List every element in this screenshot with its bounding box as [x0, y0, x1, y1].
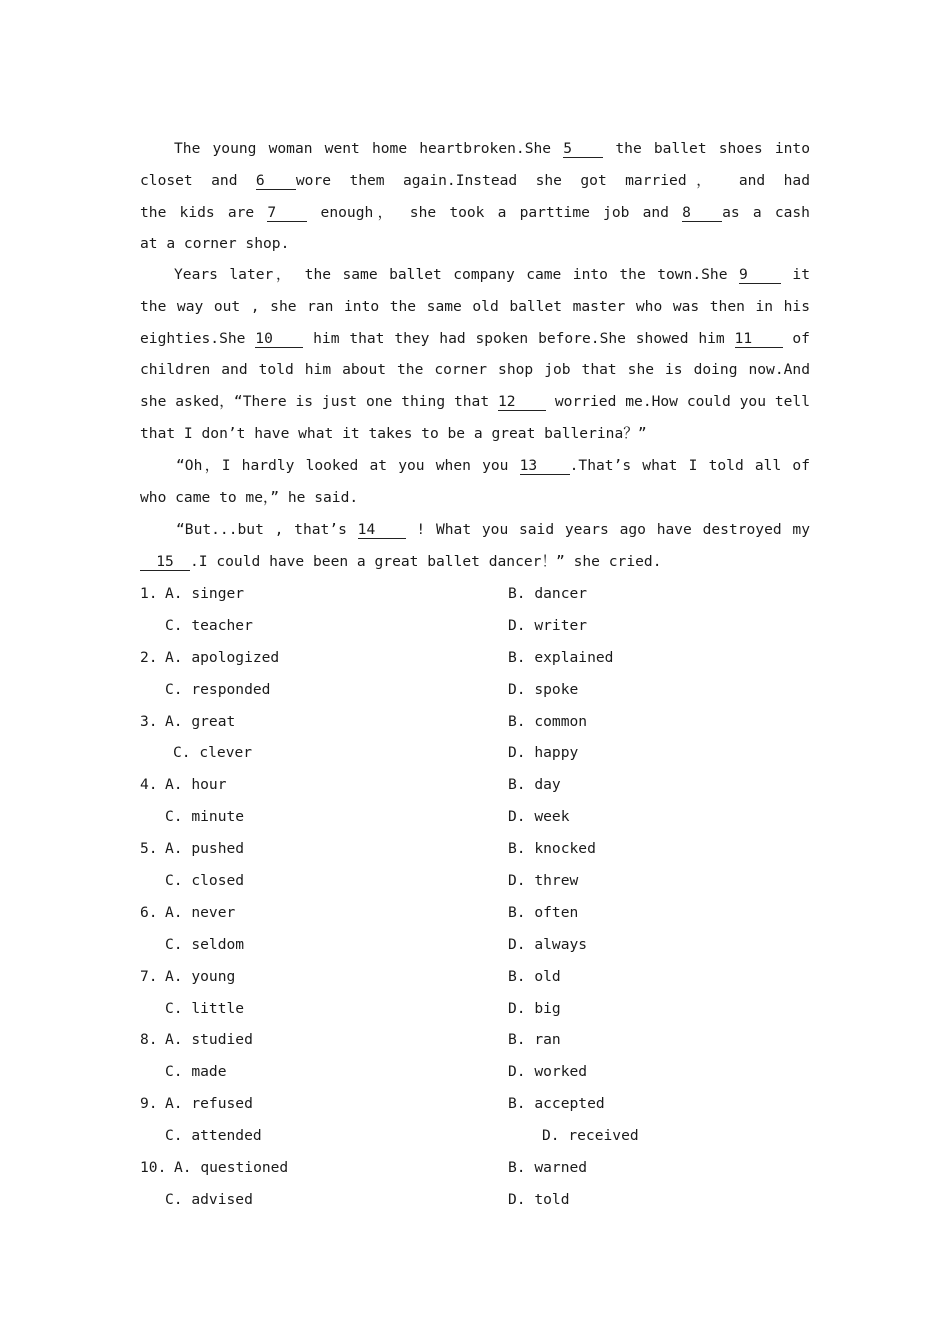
- question-number: 7.: [140, 967, 158, 985]
- passage-text: at a corner shop.: [140, 235, 290, 253]
- option-a: A. questioned: [174, 1159, 289, 1177]
- passage-line: [140, 482, 810, 514]
- option-row-cd: [140, 737, 820, 769]
- passage-paragraph-2: [140, 259, 810, 450]
- option-d: D. big: [508, 999, 561, 1017]
- option-b: B. day: [508, 776, 561, 794]
- option-row-ab: [140, 833, 820, 865]
- option-a: A. refused: [165, 1095, 253, 1113]
- question-options: [140, 578, 820, 1216]
- question-number: 3.: [140, 712, 158, 730]
- option-row-ab: [140, 1088, 820, 1120]
- option-c: C. advised: [165, 1190, 253, 1208]
- passage-text: the way out , she ran into the same old ballet master who was then in his: [140, 297, 810, 315]
- passage-text: him that they had spoken before.She showed him: [313, 329, 725, 347]
- option-row-cd: [140, 929, 820, 961]
- option-c: C. little: [165, 999, 245, 1017]
- question-number: 2.: [140, 648, 158, 666]
- passage-text: .That’s what I told all of: [569, 457, 810, 474]
- option-a: A. apologized: [165, 648, 280, 666]
- option-row-ab: [140, 578, 820, 610]
- option-d: D. told: [508, 1190, 570, 1208]
- question-number: 9.: [140, 1095, 158, 1113]
- option-row-cd: [140, 1120, 820, 1152]
- passage-text: who came to me，” he said.: [140, 488, 359, 506]
- question-number: 1.: [140, 585, 158, 602]
- option-row-ab: [140, 897, 820, 929]
- blank-8: 8: [682, 204, 722, 222]
- option-row-cd: [140, 610, 820, 642]
- blank-11: 11: [735, 330, 783, 348]
- passage-text: .I could have been a great ballet dancer！” she cried.: [190, 552, 662, 570]
- passage-line: [140, 386, 810, 418]
- passage-paragraph-3: [140, 450, 810, 514]
- blank-5: 5: [563, 140, 603, 158]
- option-row-ab: [140, 1152, 820, 1184]
- option-d: D. always: [508, 935, 588, 953]
- option-row-cd: [140, 865, 820, 897]
- option-row-cd: [140, 1184, 820, 1216]
- option-b: B. old: [508, 967, 561, 985]
- option-d: D. threw: [508, 872, 579, 890]
- option-d: D. writer: [508, 616, 588, 634]
- passage-line: [140, 259, 810, 291]
- option-a: A. great: [165, 712, 236, 730]
- question-number: 4.: [140, 776, 158, 794]
- option-row-cd: [140, 1056, 820, 1088]
- passage-line: [140, 323, 810, 355]
- passage-text: the kids are: [140, 203, 255, 221]
- option-b: B. often: [508, 903, 579, 921]
- option-row-ab: [140, 1024, 820, 1056]
- option-d: D. received: [542, 1127, 639, 1145]
- blank-13: 13: [520, 457, 570, 475]
- option-c: C. responded: [165, 680, 271, 698]
- option-a: A. young: [165, 967, 236, 985]
- option-row-ab: [140, 642, 820, 674]
- option-c: C. closed: [165, 872, 245, 890]
- option-c: C. minute: [165, 808, 245, 826]
- option-b: B. knocked: [508, 840, 596, 858]
- blank-14: 14: [358, 521, 406, 539]
- option-row-cd: [140, 993, 820, 1025]
- passage-line: [140, 197, 810, 229]
- option-row-ab: [140, 769, 820, 801]
- option-c: C. made: [165, 1063, 227, 1081]
- option-a: A. pushed: [165, 840, 245, 858]
- question-number: 5.: [140, 840, 158, 858]
- passage-line: [140, 228, 810, 260]
- option-a: A. singer: [165, 585, 245, 602]
- question-number: 10.: [140, 1159, 167, 1177]
- option-d: D. week: [508, 808, 570, 826]
- passage-text: “Oh，I hardly looked at you when you: [176, 457, 509, 474]
- option-a: A. never: [165, 903, 236, 921]
- passage-line: [140, 354, 810, 386]
- passage-line: [140, 514, 810, 546]
- passage-text: enough， she took a parttime job and: [320, 203, 669, 221]
- passage-line: [140, 165, 810, 197]
- option-d: D. spoke: [508, 680, 579, 698]
- passage-paragraph-1: [140, 133, 810, 260]
- passage-text: Years later， the same ballet company came into the town.She: [174, 266, 728, 283]
- passage-text: that I don’t have what it takes to be a great ballerina？”: [140, 424, 647, 442]
- option-b: B. warned: [508, 1159, 588, 1177]
- option-c: C. seldom: [165, 935, 245, 953]
- passage-text: ! What you said years ago have destroyed my: [416, 521, 810, 538]
- option-d: D. worked: [508, 1063, 588, 1081]
- passage-text: closet and: [140, 171, 238, 189]
- option-c: C. attended: [165, 1127, 262, 1145]
- question-number: 6.: [140, 903, 158, 921]
- passage-text: wore them again.Instead she got married， and had: [295, 171, 810, 189]
- passage-text: as a cash: [722, 203, 810, 221]
- option-c: C. clever: [173, 744, 253, 762]
- option-b: B. dancer: [508, 585, 588, 602]
- passage-line: [140, 546, 810, 578]
- passage-text: worried me.How could you tell: [554, 393, 810, 411]
- blank-12: 12: [498, 393, 546, 411]
- option-b: B. accepted: [508, 1095, 605, 1113]
- passage-text: eighties.She: [140, 329, 246, 347]
- option-a: A. hour: [165, 776, 227, 794]
- passage-text: it: [792, 266, 810, 283]
- option-d: D. happy: [508, 744, 579, 762]
- option-b: B. common: [508, 712, 588, 730]
- option-row-ab: [140, 706, 820, 738]
- blank-6: 6: [256, 172, 296, 190]
- passage-line: [140, 450, 810, 482]
- blank-7: 7: [267, 204, 307, 222]
- passage-line: [140, 418, 810, 450]
- passage-text: she asked，“There is just one thing that: [140, 393, 490, 411]
- option-c: C. teacher: [165, 616, 253, 634]
- option-b: B. explained: [508, 648, 614, 666]
- passage-line: [140, 291, 810, 323]
- passage-paragraph-4: [140, 514, 810, 578]
- option-row-cd: [140, 801, 820, 833]
- passage-line: [140, 133, 810, 165]
- blank-10: 10: [255, 330, 303, 348]
- blank-9: 9: [739, 266, 781, 284]
- question-number: 8.: [140, 1031, 158, 1049]
- option-row-ab: [140, 961, 820, 993]
- passage-text: “But...but , that’s: [176, 521, 347, 538]
- option-a: A. studied: [165, 1031, 253, 1049]
- option-b: B. ran: [508, 1031, 561, 1049]
- option-row-cd: [140, 674, 820, 706]
- passage-text: the ballet shoes into: [615, 140, 810, 157]
- passage-text: The young woman went home heartbroken.She: [174, 140, 552, 157]
- blank-15: 15: [140, 553, 190, 571]
- passage-text: children and told him about the corner shop job that she is doing now.And: [140, 361, 810, 379]
- passage-text: of: [792, 329, 810, 347]
